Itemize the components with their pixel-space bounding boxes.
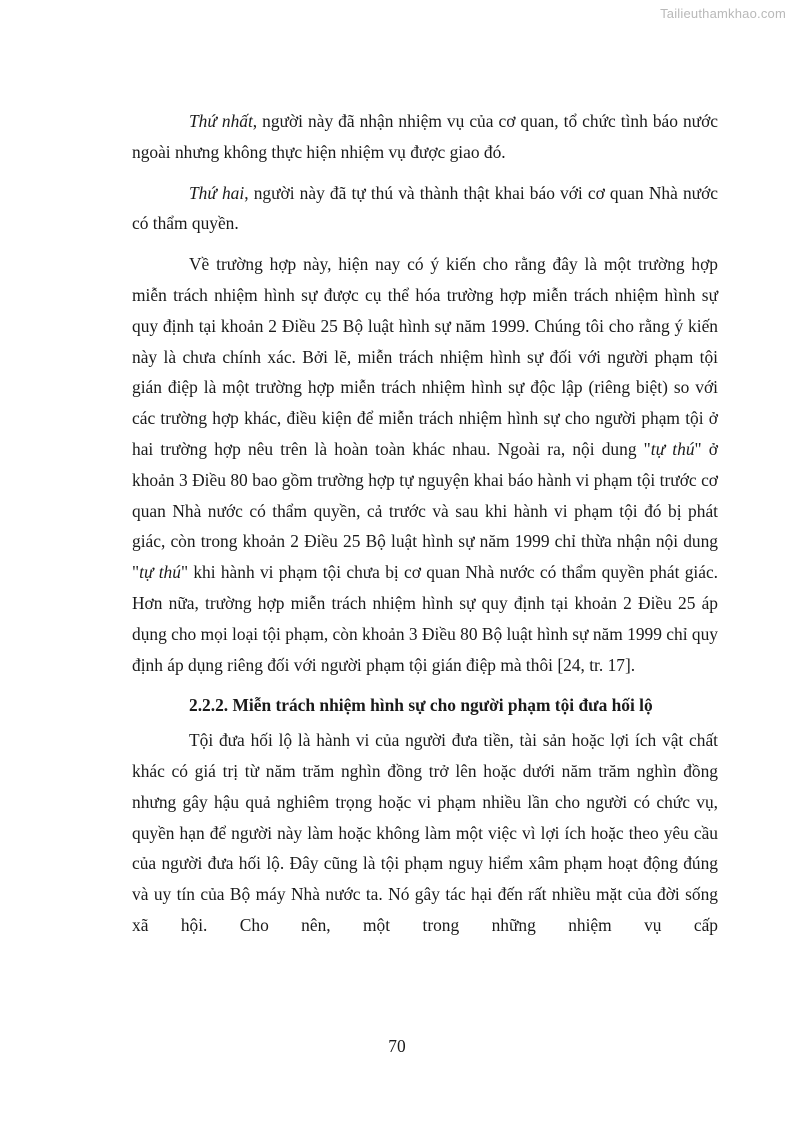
watermark-text: Tailieuthamkhao.com [660,6,786,21]
paragraph-second-point [132,178,718,240]
italic-term: tự thú [139,562,181,583]
italic-lead: Thứ hai [189,182,245,203]
section-heading: 2.2.2. Miễn trách nhiệm hình sự cho người phạm tội đưa hối lộ [189,695,653,716]
page-body [132,106,718,941]
paragraph-text: , người này đã tự thú và thành thật khai báo với cơ quan Nhà nước có thẩm quyền. [132,182,718,234]
paragraph-section-intro: Tội đưa hối lộ là hành vi của người đưa tiền, tài sản hoặc lợi ích vật chất khác có giá trị từ năm trăm nghìn đồng trở lên hoặc dưới năm trăm nghìn đồng nhưng gây hậu quả nghiêm trọng hoặc vi phạm nhiều lần cho người có chức vụ, quyền hạn để người này làm hoặc không làm một việc vì lợi ích hoặc theo yêu cầu của người đưa hối lộ. Đây cũng là tội phạm nguy hiểm xâm phạm hoạt động đúng và uy tín của Bộ máy Nhà nước ta. Nó gây tác hại đến rất nhiều mặt của đời sống xã hội. Cho nên, một trong những nhiệm vụ cấp [132,730,718,935]
paragraph-analysis [132,249,718,680]
italic-term: tự thú [650,438,695,459]
paragraph-text: Về trường hợp này, hiện nay có ý kiến cho rằng đây là một trường hợp miễn trách nhiệm hình sự được cụ thể hóa trường hợp miễn trách nhiệm hình sự quy định tại khoản 2 Điều 25 Bộ luật hình sự năm 1999. Chúng tôi cho rằng ý kiến này là chưa chính xác. Bởi lẽ, miễn trách nhiệm hình sự đối với người phạm tội gián điệp là một trường hợp miễn trách nhiệm hình sự độc lập (riêng biệt) so với các trường hợp khác, điều kiện để miễn trách nhiệm hình sự cho người phạm tội ở hai trường hợp nêu trên là hoàn toàn khác nhau. Ngoài ra, nội dung " [132,254,718,459]
italic-lead: Thứ nhất [189,111,253,131]
paragraph-text: " khi hành vi phạm tội chưa bị cơ quan Nhà nước có thẩm quyền phát giác. Hơn nữa, trường hợp miễn trách nhiệm hình sự quy định tại khoản 2 Điều 25 áp dụng cho mọi loại tội phạm, còn khoản 3 Điều 80 Bộ luật hình sự năm 1999 chỉ quy định áp dụng riêng đối với người phạm tội gián điệp mà thôi [24, tr. 17]. [132,562,719,675]
paragraph-text: , người này đã nhận nhiệm vụ của cơ quan, tổ chức tình báo nước ngoài nhưng không thực hiện nhiệm vụ được giao đó. [132,111,718,162]
paragraph-first-point [132,106,718,168]
paragraph-text: " ở khoản 3 Điều 80 bao gồm trường hợp tự nguyện khai báo hành vi phạm tội trước cơ quan Nhà nước có thẩm quyền, cả trước và sau khi hành vi phạm tội đó bị phát giác, còn trong khoản 2 Điều 25 Bộ luật hình sự năm 1999 chỉ thừa nhận nội dung " [132,438,718,583]
page-number: 70 [388,1036,406,1056]
